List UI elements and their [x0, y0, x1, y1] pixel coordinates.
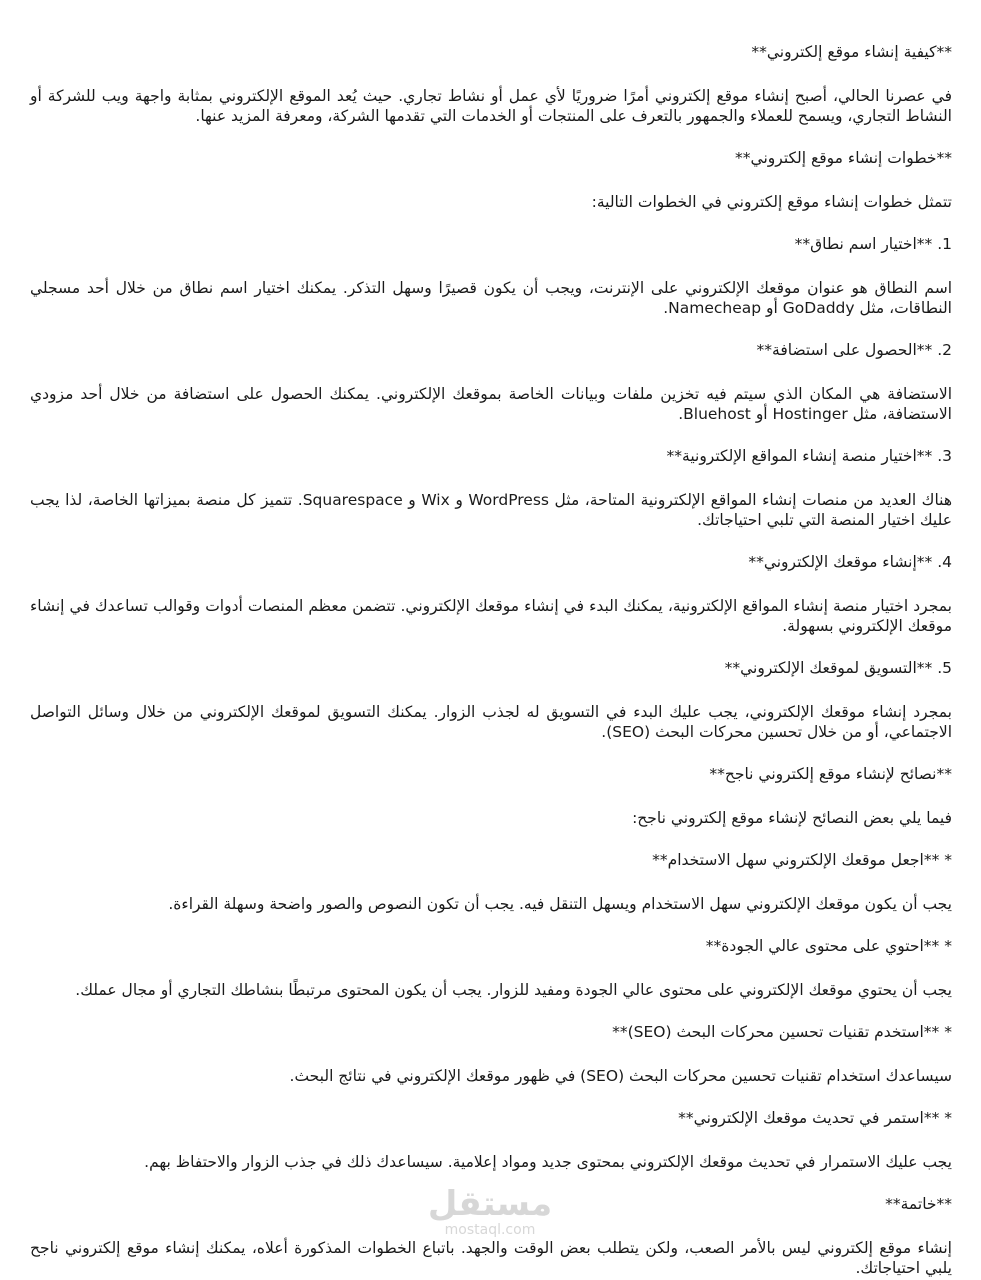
- step-2-paragraph: الاستضافة هي المكان الذي سيتم فيه تخزين ملفات وبيانات الخاصة بموقعك الإلكتروني. يمكنك الحصول على استضافة من خلال أحد مزودي الاستضافة، مثل Hostinger أو Bluehost.: [30, 385, 952, 423]
- step-1-heading: 1. **اختيار اسم نطاق**: [794, 235, 952, 253]
- tip-4-heading: * **استمر في تحديث موقعك الإلكتروني**: [678, 1109, 952, 1127]
- tip-2-heading: * **احتوي على محتوى عالي الجودة**: [705, 937, 952, 955]
- step-4-paragraph: بمجرد اختيار منصة إنشاء المواقع الإلكترونية، يمكنك البدء في إنشاء موقعك الإلكتروني. تتضمن معظم المنصات أدوات وقوالب تساعدك في إنشاء موقعك الإلكتروني بسهولة.: [30, 597, 952, 635]
- step-2-heading: 2. **الحصول على استضافة**: [756, 341, 952, 359]
- watermark-domain: mostaql.com: [444, 1222, 536, 1238]
- steps-intro-paragraph: تتمثل خطوات إنشاء موقع إلكتروني في الخطوات التالية:: [591, 193, 952, 211]
- step-3-paragraph: هناك العديد من منصات إنشاء المواقع الإلكترونية المتاحة، مثل WordPress و Wix و Squarespace. تتميز كل منصة بميزاتها الخاصة، لذا يجب عليك اختيار المنصة التي تلبي احتياجاتك.: [30, 491, 953, 529]
- tip-1-paragraph: يجب أن يكون موقعك الإلكتروني سهل الاستخدام ويسهل التنقل فيه. يجب أن تكون النصوص والصور واضحة وسهلة القراءة.: [168, 895, 952, 913]
- conclusion-heading: **خاتمة**: [885, 1195, 952, 1213]
- tip-3-heading: * **استخدم تقنيات تحسين محركات البحث (SEO)**: [612, 1023, 952, 1041]
- tip-4-paragraph: يجب عليك الاستمرار في تحديث موقعك الإلكتروني بمحتوى جديد ومواد إعلامية. سيساعدك ذلك في جذب الزوار والاحتفاظ بهم.: [144, 1153, 952, 1171]
- steps-heading: **خطوات إنشاء موقع إلكتروني**: [735, 149, 952, 167]
- step-4-heading: 4. **إنشاء موقعك الإلكتروني**: [748, 553, 952, 571]
- watermark-logo-text: مستقل: [427, 1184, 553, 1224]
- step-3-heading: 3. **اختيار منصة إنشاء المواقع الإلكترونية**: [666, 447, 952, 465]
- tips-intro-paragraph: فيما يلي بعض النصائح لإنشاء موقع إلكتروني ناجح:: [632, 809, 952, 827]
- doc-title: **كيفية إنشاء موقع إلكتروني**: [751, 43, 952, 61]
- intro-paragraph: في عصرنا الحالي، أصبح إنشاء موقع إلكتروني أمرًا ضروريًا لأي عمل أو نشاط تجاري. حيث يُعد الموقع الإلكتروني بمثابة واجهة ويب للشركة أو النشاط التجاري، ويسمح للعملاء والجمهور بالتعرف على المنتجات أو الخدمات التي تقدمها الشركة، ومعرفة المزيد عنها.: [30, 87, 952, 125]
- tips-heading: **نصائح لإنشاء موقع إلكتروني ناجح**: [709, 765, 952, 783]
- tip-1-heading: * **اجعل موقعك الإلكتروني سهل الاستخدام**: [652, 851, 952, 869]
- tip-3-paragraph: سيساعدك استخدام تقنيات تحسين محركات البحث (SEO) في ظهور موقعك الإلكتروني في نتائج البحث.: [289, 1067, 952, 1085]
- conclusion-paragraph: إنشاء موقع إلكتروني ليس بالأمر الصعب، ولكن يتطلب بعض الوقت والجهد. باتباع الخطوات المذكورة أعلاه، يمكنك إنشاء موقع إلكتروني ناجح يلبي احتياجاتك.: [30, 1239, 952, 1277]
- step-5-paragraph: بمجرد إنشاء موقعك الإلكتروني، يجب عليك البدء في التسويق له لجذب الزوار. يمكنك التسويق لموقعك الإلكتروني من خلال وسائل التواصل الاجتماعي، أو من خلال تحسين محركات البحث (SEO).: [30, 703, 952, 741]
- step-5-heading: 5. **التسويق لموقعك الإلكتروني**: [724, 659, 952, 677]
- tip-2-paragraph: يجب أن يحتوي موقعك الإلكتروني على محتوى عالي الجودة ومفيد للزوار. يجب أن يكون المحتوى مرتبطًا بنشاطك التجاري أو مجال عملك.: [75, 981, 952, 999]
- step-1-paragraph: اسم النطاق هو عنوان موقعك الإلكتروني على الإنترنت، ويجب أن يكون قصيرًا وسهل التذكر. يمكنك اختيار اسم نطاق من خلال أحد مسجلي النطاقات، مثل GoDaddy أو Namecheap.: [30, 279, 952, 317]
- document-body: [30, 42, 952, 1278]
